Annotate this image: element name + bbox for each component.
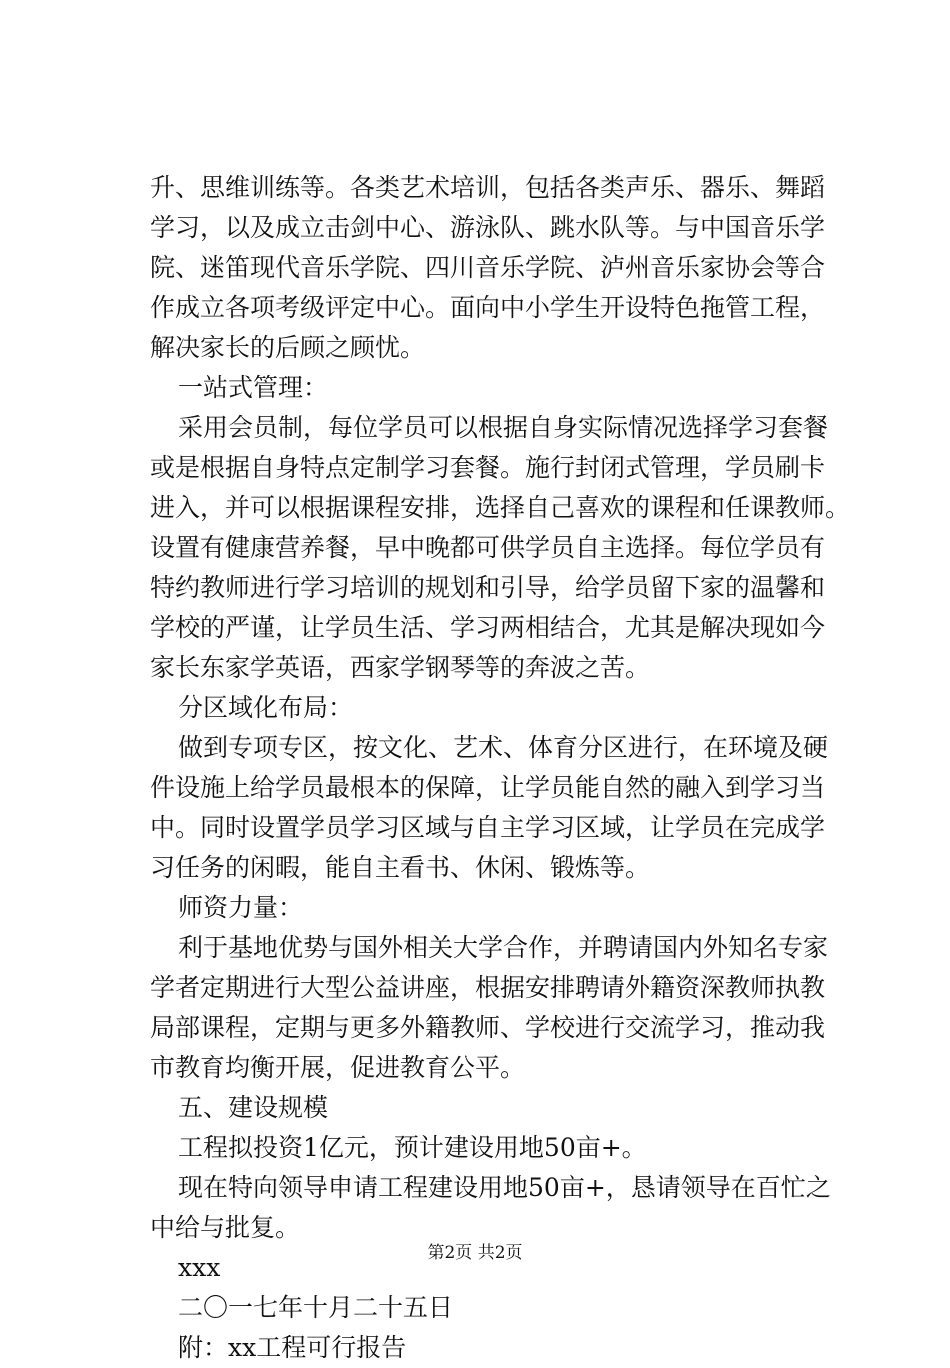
paragraph-line: 学校的严谨，让学员生活、学习两相结合，尤其是解决现如今	[150, 613, 826, 642]
paragraph-line: 学者定期进行大型公益讲座，根据安排聘请外籍资深教师执教	[150, 973, 826, 1002]
signature-name: xxx	[178, 1253, 221, 1282]
paragraph-line: 中给与批复。	[150, 1213, 301, 1242]
paragraph-line: 家长东家学英语，西家学钢琴等的奔波之苦。	[150, 653, 651, 682]
attachment-note: 附：xx工程可行报告	[178, 1333, 407, 1362]
paragraph-line: 设置有健康营养餐，早中晚都可供学员自主选择。每位学员有	[150, 533, 826, 562]
paragraph-line: 升、思维训练等。各类艺术培训，包括各类声乐、器乐、舞蹈	[150, 173, 826, 202]
paragraph-line: 解决家长的后顾之顾忧。	[150, 333, 426, 362]
paragraph-line: 学习，以及成立击剑中心、游泳队、跳水队等。与中国音乐学	[150, 213, 826, 242]
section-heading-construction-scale: 五、建设规模	[178, 1093, 329, 1122]
paragraph-line: 市教育均衡开展，促进教育公平。	[150, 1053, 526, 1082]
page-number-footer: 第2页 共2页	[427, 1243, 523, 1263]
paragraph-line: 中。同时设置学员学习区域与自主学习区域，让学员在完成学	[150, 813, 826, 842]
paragraph-line: 特约教师进行学习培训的规划和引导，给学员留下家的温馨和	[150, 573, 826, 602]
paragraph-line: 或是根据自身特点定制学习套餐。施行封闭式管理，学员刷卡	[150, 453, 826, 482]
paragraph-line: 进入，并可以根据课程安排，选择自己喜欢的课程和任课教师。	[150, 493, 851, 522]
paragraph-line: 件设施上给学员最根本的保障，让学员能自然的融入到学习当	[150, 773, 826, 802]
document-date: 二〇一七年十月二十五日	[178, 1293, 454, 1322]
paragraph-line: 院、迷笛现代音乐学院、四川音乐学院、泸州音乐家协会等合	[150, 253, 826, 282]
document-body	[150, 168, 851, 1368]
paragraph-line: 做到专项专区，按文化、艺术、体育分区进行，在环境及硬	[178, 733, 829, 762]
section-heading-one-stop-management: 一站式管理：	[178, 373, 329, 402]
section-heading-zoned-layout: 分区域化布局：	[178, 693, 354, 722]
paragraph-line: 利于基地优势与国外相关大学合作，并聘请国内外知名专家	[178, 933, 829, 962]
paragraph-line: 工程拟投资1亿元，预计建设用地50亩+。	[178, 1133, 647, 1162]
paragraph-line: 局部课程，定期与更多外籍教师、学校进行交流学习，推动我	[150, 1013, 826, 1042]
paragraph-line: 习任务的闲暇，能自主看书、休闲、锻炼等。	[150, 853, 651, 882]
paragraph-line: 现在特向领导申请工程建设用地50亩+，恳请领导在百忙之	[178, 1173, 831, 1202]
paragraph-line: 采用会员制，每位学员可以根据自身实际情况选择学习套餐	[178, 413, 829, 442]
paragraph-line: 作成立各项考级评定中心。面向中小学生开设特色拖管工程，	[150, 293, 826, 322]
section-heading-faculty: 师资力量：	[178, 893, 304, 922]
